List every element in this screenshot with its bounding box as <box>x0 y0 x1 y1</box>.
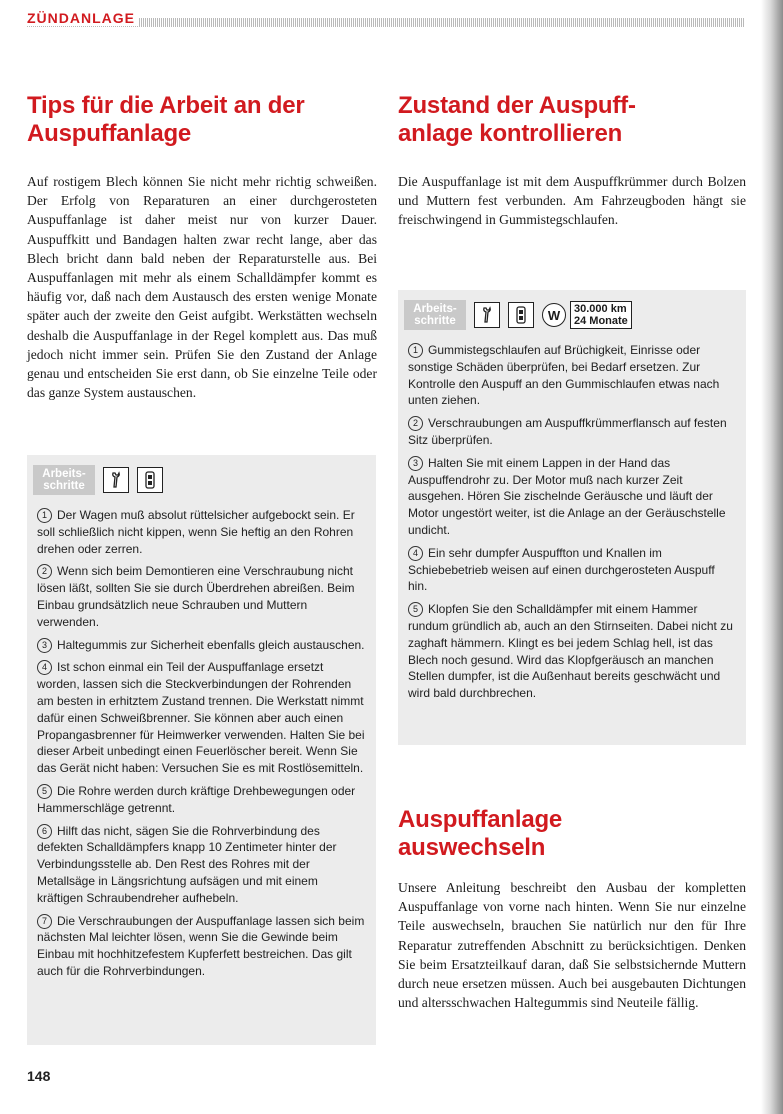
badge-line2: schritte <box>414 315 456 327</box>
step-text: Verschraubungen am Auspuffkrümmerflansch auf festen Sitz überprüfen. <box>408 416 727 447</box>
step-item <box>37 563 366 630</box>
step-item <box>37 913 366 980</box>
step-number: 1 <box>408 343 423 358</box>
step-item <box>408 455 736 539</box>
step-number: 7 <box>37 914 52 929</box>
step-item <box>408 415 736 449</box>
step-number: 2 <box>408 416 423 431</box>
left-heading <box>27 92 367 148</box>
cartridge-icon <box>508 302 534 328</box>
page-edge-shadow <box>761 0 783 1114</box>
step-item <box>37 659 366 777</box>
right-heading1-line1: Zustand der Auspuff- <box>398 92 636 119</box>
step-text: Die Rohre werden durch kräftige Drehbewegungen oder Hammerschläge getrennt. <box>37 783 356 815</box>
badge-line1: Arbeits- <box>42 468 86 480</box>
right-steps-list <box>408 342 736 708</box>
step-item <box>37 507 366 557</box>
step-number: 3 <box>37 638 52 653</box>
step-item <box>37 783 366 817</box>
left-heading-line1: Tips für die Arbeit an der <box>27 92 305 119</box>
step-text: Der Wagen muß absolut rüttelsicher aufgebockt sein. Er soll schließlich nicht kippen, wenn Sie heftig an den Rohren drehen oder zerren. <box>37 508 355 556</box>
badge-line1: Arbeits- <box>413 303 457 315</box>
step-number: 4 <box>37 660 52 675</box>
left-steps-list <box>37 507 366 986</box>
badge-line2: schritte <box>43 480 85 492</box>
interval-time: 24 Monate <box>574 315 628 327</box>
right-heading-condition <box>398 92 743 148</box>
right-box-header <box>404 300 632 330</box>
step-item <box>37 637 366 654</box>
step-number: 1 <box>37 508 52 523</box>
step-item <box>408 342 736 409</box>
left-work-steps-box <box>27 455 376 1045</box>
step-item <box>408 601 736 702</box>
right-replace-text: Unsere Anleitung beschreibt den Ausbau der kompletten Auspuffanlage von vorne nach hinten. Wenn Sie nur einzelne Teile auswechseln, brauchen Sie natürlich nur den für Ihre Reparatur zutreffenden Abschnitt zu berücksichtigen. Denken Sie beim Ersatzteilkauf daran, daß Sie selbstsichernde Muttern durch neue ersetzen müssen. Auch bei ausgebauten Dichtungen und altersschwachen Haltegummis sind Neuteile fällig. <box>398 880 746 1011</box>
work-steps-badge <box>33 465 95 495</box>
work-steps-badge <box>404 300 466 330</box>
step-number: 6 <box>37 824 52 839</box>
step-text: Hilft das nicht, sägen Sie die Rohrverbindung des defekten Schalldämpfers knapp 10 Zentimeter hinter der Verbindungsstelle ab. Den Rest des Rohres mit der Metallsäge in Längsrichtung aufsägen und mit einem kräftigen Schraubendreher aufhebeln. <box>37 823 337 905</box>
workshop-icon: W <box>542 303 566 327</box>
left-intro-text: Auf rostigem Blech können Sie nicht mehr richtig schweißen. Der Erfolg von Reparaturen an einer durchgerosteten Auspuffanlage ist daher meist nur von kurzer Dauer. Auspuffkitt und Bandagen halten zwar recht lange, aber das Blech bricht dann bald neben der Reparaturstelle aus. Bei Auspuffanlagen mit mehr als einem Schalldämpfer kommt es häufig vor, daß nach dem Austausch des ersten wenige Monate später auch der zweite den Geist aufgibt. Werkstätten wechseln deshalb die Auspuffanlage in der Regel komplett aus. Das muß jedoch nicht immer sein. Prüfen Sie den Zustand der Anlage genau und entscheiden Sie erst dann, ob Sie einzelne Teile oder das ganze System austauschen. <box>27 174 377 401</box>
right-heading1-line2: anlage kontrollieren <box>398 120 623 147</box>
step-number: 5 <box>408 602 423 617</box>
service-interval <box>542 301 632 329</box>
step-text: Halten Sie mit einem Lappen in der Hand das Auspuffendrohr zu. Der Motor muß nach kurzer Zeit ausgehen. Hören Sie zischelnde Geräusche und läuft der Motor ungestört weiter, ist die Anlage an der Geräuschstelle undicht. <box>408 455 726 537</box>
step-text: Die Verschraubungen der Auspuffanlage lassen sich beim nächsten Mal leichter lösen, wenn Sie die Gewinde beim Einbau mit hochhitzefestem Kupferfett bestreichen. Das gilt auch für die Rohrverbindungen. <box>37 913 365 978</box>
step-text: Wenn sich beim Demontieren eine Verschraubung nicht lösen läßt, sollten Sie sie durch Überdrehen abreißen. Beim Einbau grundsätzlich neue Schrauben und Muttern verwenden. <box>37 564 355 629</box>
interval-distance: 30.000 km <box>574 303 627 315</box>
step-text: Gummistegschlaufen auf Brüchigkeit, Einrisse oder sonstige Schäden überprüfen, bei Bedarf ersetzen. Zur Kontrolle den Auspuff an den Gummischlaufen etwas nach unten ziehen. <box>408 343 720 408</box>
left-heading-line2: Auspuffanlage <box>27 120 192 147</box>
right-heading-replace <box>398 806 743 862</box>
step-number: 5 <box>37 784 52 799</box>
step-text: Klopfen Sie den Schalldämpfer mit einem Hammer rundum gründlich ab, auch an den Stirnseiten. Dabei nicht zu zaghaft hämmern. Klingt es bei jedem Schlag hell, ist das Blech noch gesund. Wird das Klopfgeräusch an manchen Stellen dumpfer, ist die Außenhaut bereits geschwächt und wird bald durchbrechen. <box>408 602 733 701</box>
step-text: Ist schon einmal ein Teil der Auspuffanlage ersetzt worden, lassen sich die Steckverbindungen der Rohrenden am besten in erhitztem Zustand trennen. Die Werkstatt nimmt dafür einen Schweißbrenner. Sie können aber auch einen Propangasbrenner für Heimwerker verwenden. Halten Sie bei dieser Arbeit unbedingt einen Feuerlöscher bereit. Wenn Sie das Gerät nicht haben: Versuchen Sie es mit Rostlösemitteln. <box>37 660 365 776</box>
step-number: 3 <box>408 456 423 471</box>
right-intro-text: Die Auspuffanlage ist mit dem Auspuffkrümmer durch Bolzen und Muttern fest verbunden. Am Fahrzeugboden hängt sie freischwingend in Gummistegschlaufen. <box>398 174 746 228</box>
wrench-icon <box>103 467 129 493</box>
right-work-steps-box <box>398 290 746 745</box>
interval-label <box>570 301 632 329</box>
cartridge-icon <box>137 467 163 493</box>
left-box-header <box>33 465 163 495</box>
right-heading2-line1: Auspuffanlage <box>398 806 563 833</box>
section-title: ZÜNDANLAGE <box>27 10 139 26</box>
step-number: 4 <box>408 546 423 561</box>
step-item <box>37 823 366 907</box>
step-number: 2 <box>37 564 52 579</box>
step-item <box>408 545 736 595</box>
step-text: Haltegummis zur Sicherheit ebenfalls gleich austauschen. <box>57 637 365 652</box>
step-text: Ein sehr dumpfer Auspuffton und Knallen im Schiebebetrieb weisen auf einen durchgerosteten Auspuff hin. <box>408 545 715 594</box>
wrench-icon <box>474 302 500 328</box>
page-number: 148 <box>27 1068 51 1084</box>
right-heading2-line2: auswechseln <box>398 834 546 861</box>
running-header <box>27 8 745 32</box>
